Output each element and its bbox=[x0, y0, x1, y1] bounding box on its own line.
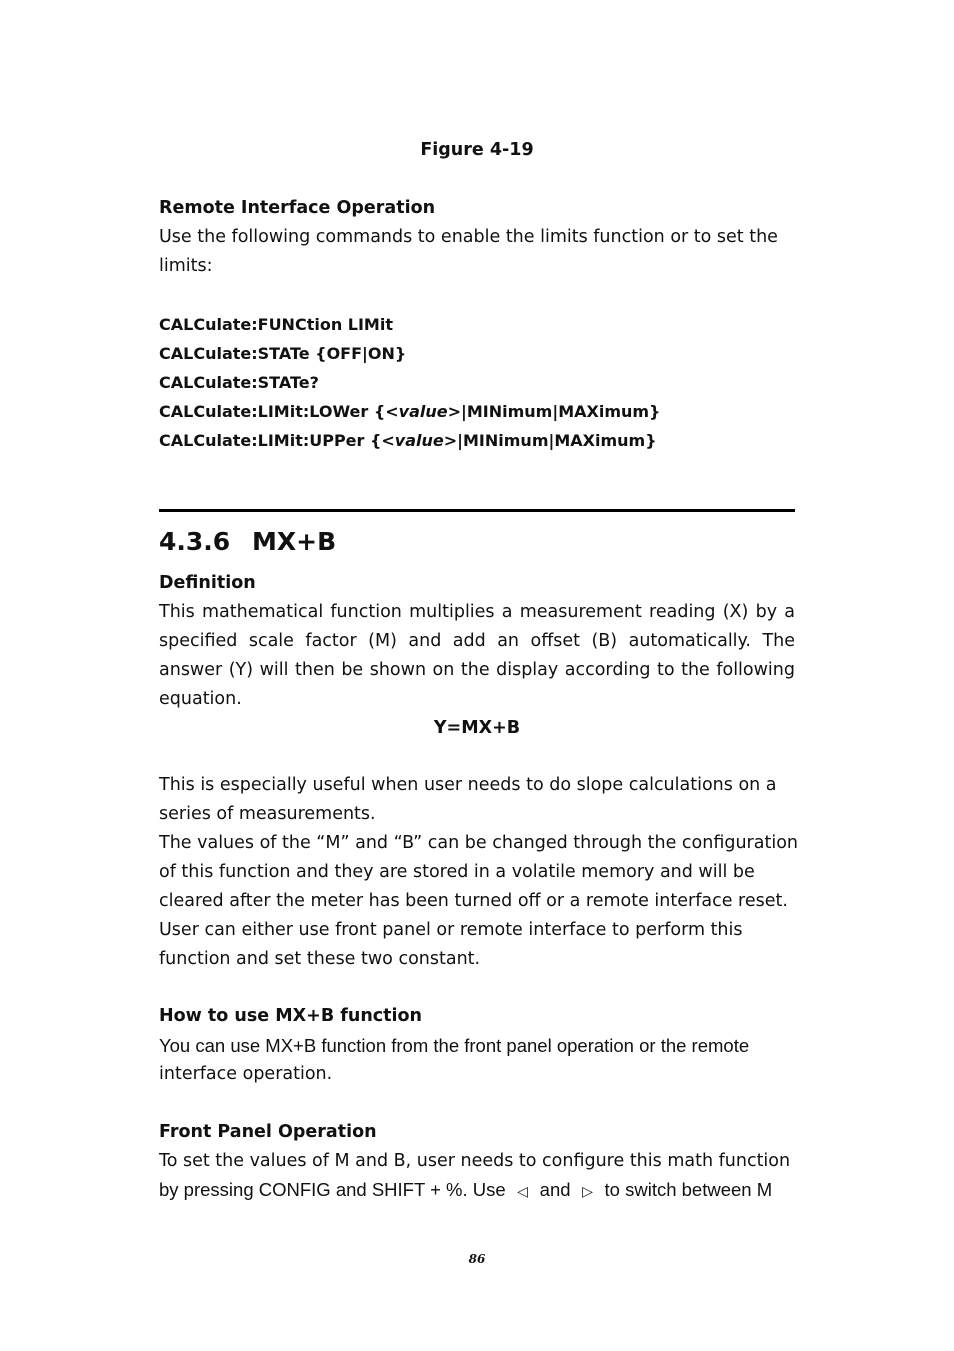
front-panel-line-1: To set the values of M and B, user needs to configure this math function bbox=[159, 1151, 791, 1171]
section-divider bbox=[159, 509, 795, 512]
remote-intro-line-2: limits: bbox=[159, 256, 213, 276]
definition-para2-line-2: series of measurements. bbox=[159, 804, 376, 824]
right-arrow-icon: ▷ bbox=[582, 1183, 593, 1199]
remote-interface-heading: Remote Interface Operation bbox=[159, 198, 436, 218]
section-title: MX+B bbox=[252, 527, 337, 556]
section-heading bbox=[159, 523, 336, 561]
how-to-heading: How to use MX+B function bbox=[159, 1006, 422, 1026]
how-to-line-1: You can use MX+B function from the front panel operation or the remote bbox=[159, 1035, 750, 1056]
front-panel-line-2: by pressing CONFIG and SHIFT + %. Use ◁ and ▷ to switch between M bbox=[159, 1175, 772, 1206]
definition-para2-line-3: The values of the “M” and “B” can be changed through the configuration bbox=[159, 833, 798, 853]
definition-para2-line-7: function and set these two constant. bbox=[159, 949, 481, 969]
figure-caption: Figure 4-19 bbox=[420, 140, 534, 160]
command-limit-upper: CALCulate:LIMit:UPPer {<value>|MINimum|MAXimum} bbox=[159, 431, 657, 450]
page-number: 86 bbox=[468, 1252, 486, 1266]
command-state: CALCulate:STATe {OFF|ON} bbox=[159, 344, 407, 363]
definition-line-1: This mathematical function multiplies a measurement reading (X) by a bbox=[159, 602, 795, 622]
command-limit-lower: CALCulate:LIMit:LOWer {<value>|MINimum|MAXimum} bbox=[159, 402, 661, 421]
definition-para2-line-1: This is especially useful when user needs to do slope calculations on a bbox=[159, 775, 777, 795]
front-panel-heading: Front Panel Operation bbox=[159, 1122, 377, 1142]
definition-para2-line-6: User can either use front panel or remote interface to perform this bbox=[159, 920, 743, 940]
remote-intro-line-1: Use the following commands to enable the limits function or to set the bbox=[159, 227, 778, 247]
definition-line-3: answer (Y) will then be shown on the display according to the following bbox=[159, 660, 795, 680]
definition-heading: Definition bbox=[159, 573, 256, 593]
command-state-query: CALCulate:STATe? bbox=[159, 373, 319, 392]
definition-para2-line-5: cleared after the meter has been turned off or a remote interface reset. bbox=[159, 891, 788, 911]
definition-line-2: specified scale factor (M) and add an offset (B) automatically. The bbox=[159, 631, 795, 651]
definition-line-4: equation. bbox=[159, 689, 242, 709]
section-number: 4.3.6 bbox=[159, 527, 231, 556]
left-arrow-icon: ◁ bbox=[517, 1183, 529, 1199]
how-to-line-2: interface operation. bbox=[159, 1064, 333, 1084]
definition-para2-line-4: of this function and they are stored in a volatile memory and will be bbox=[159, 862, 755, 882]
command-function-limit: CALCulate:FUNCtion LIMit bbox=[159, 315, 393, 334]
equation: Y=MX+B bbox=[433, 718, 521, 738]
